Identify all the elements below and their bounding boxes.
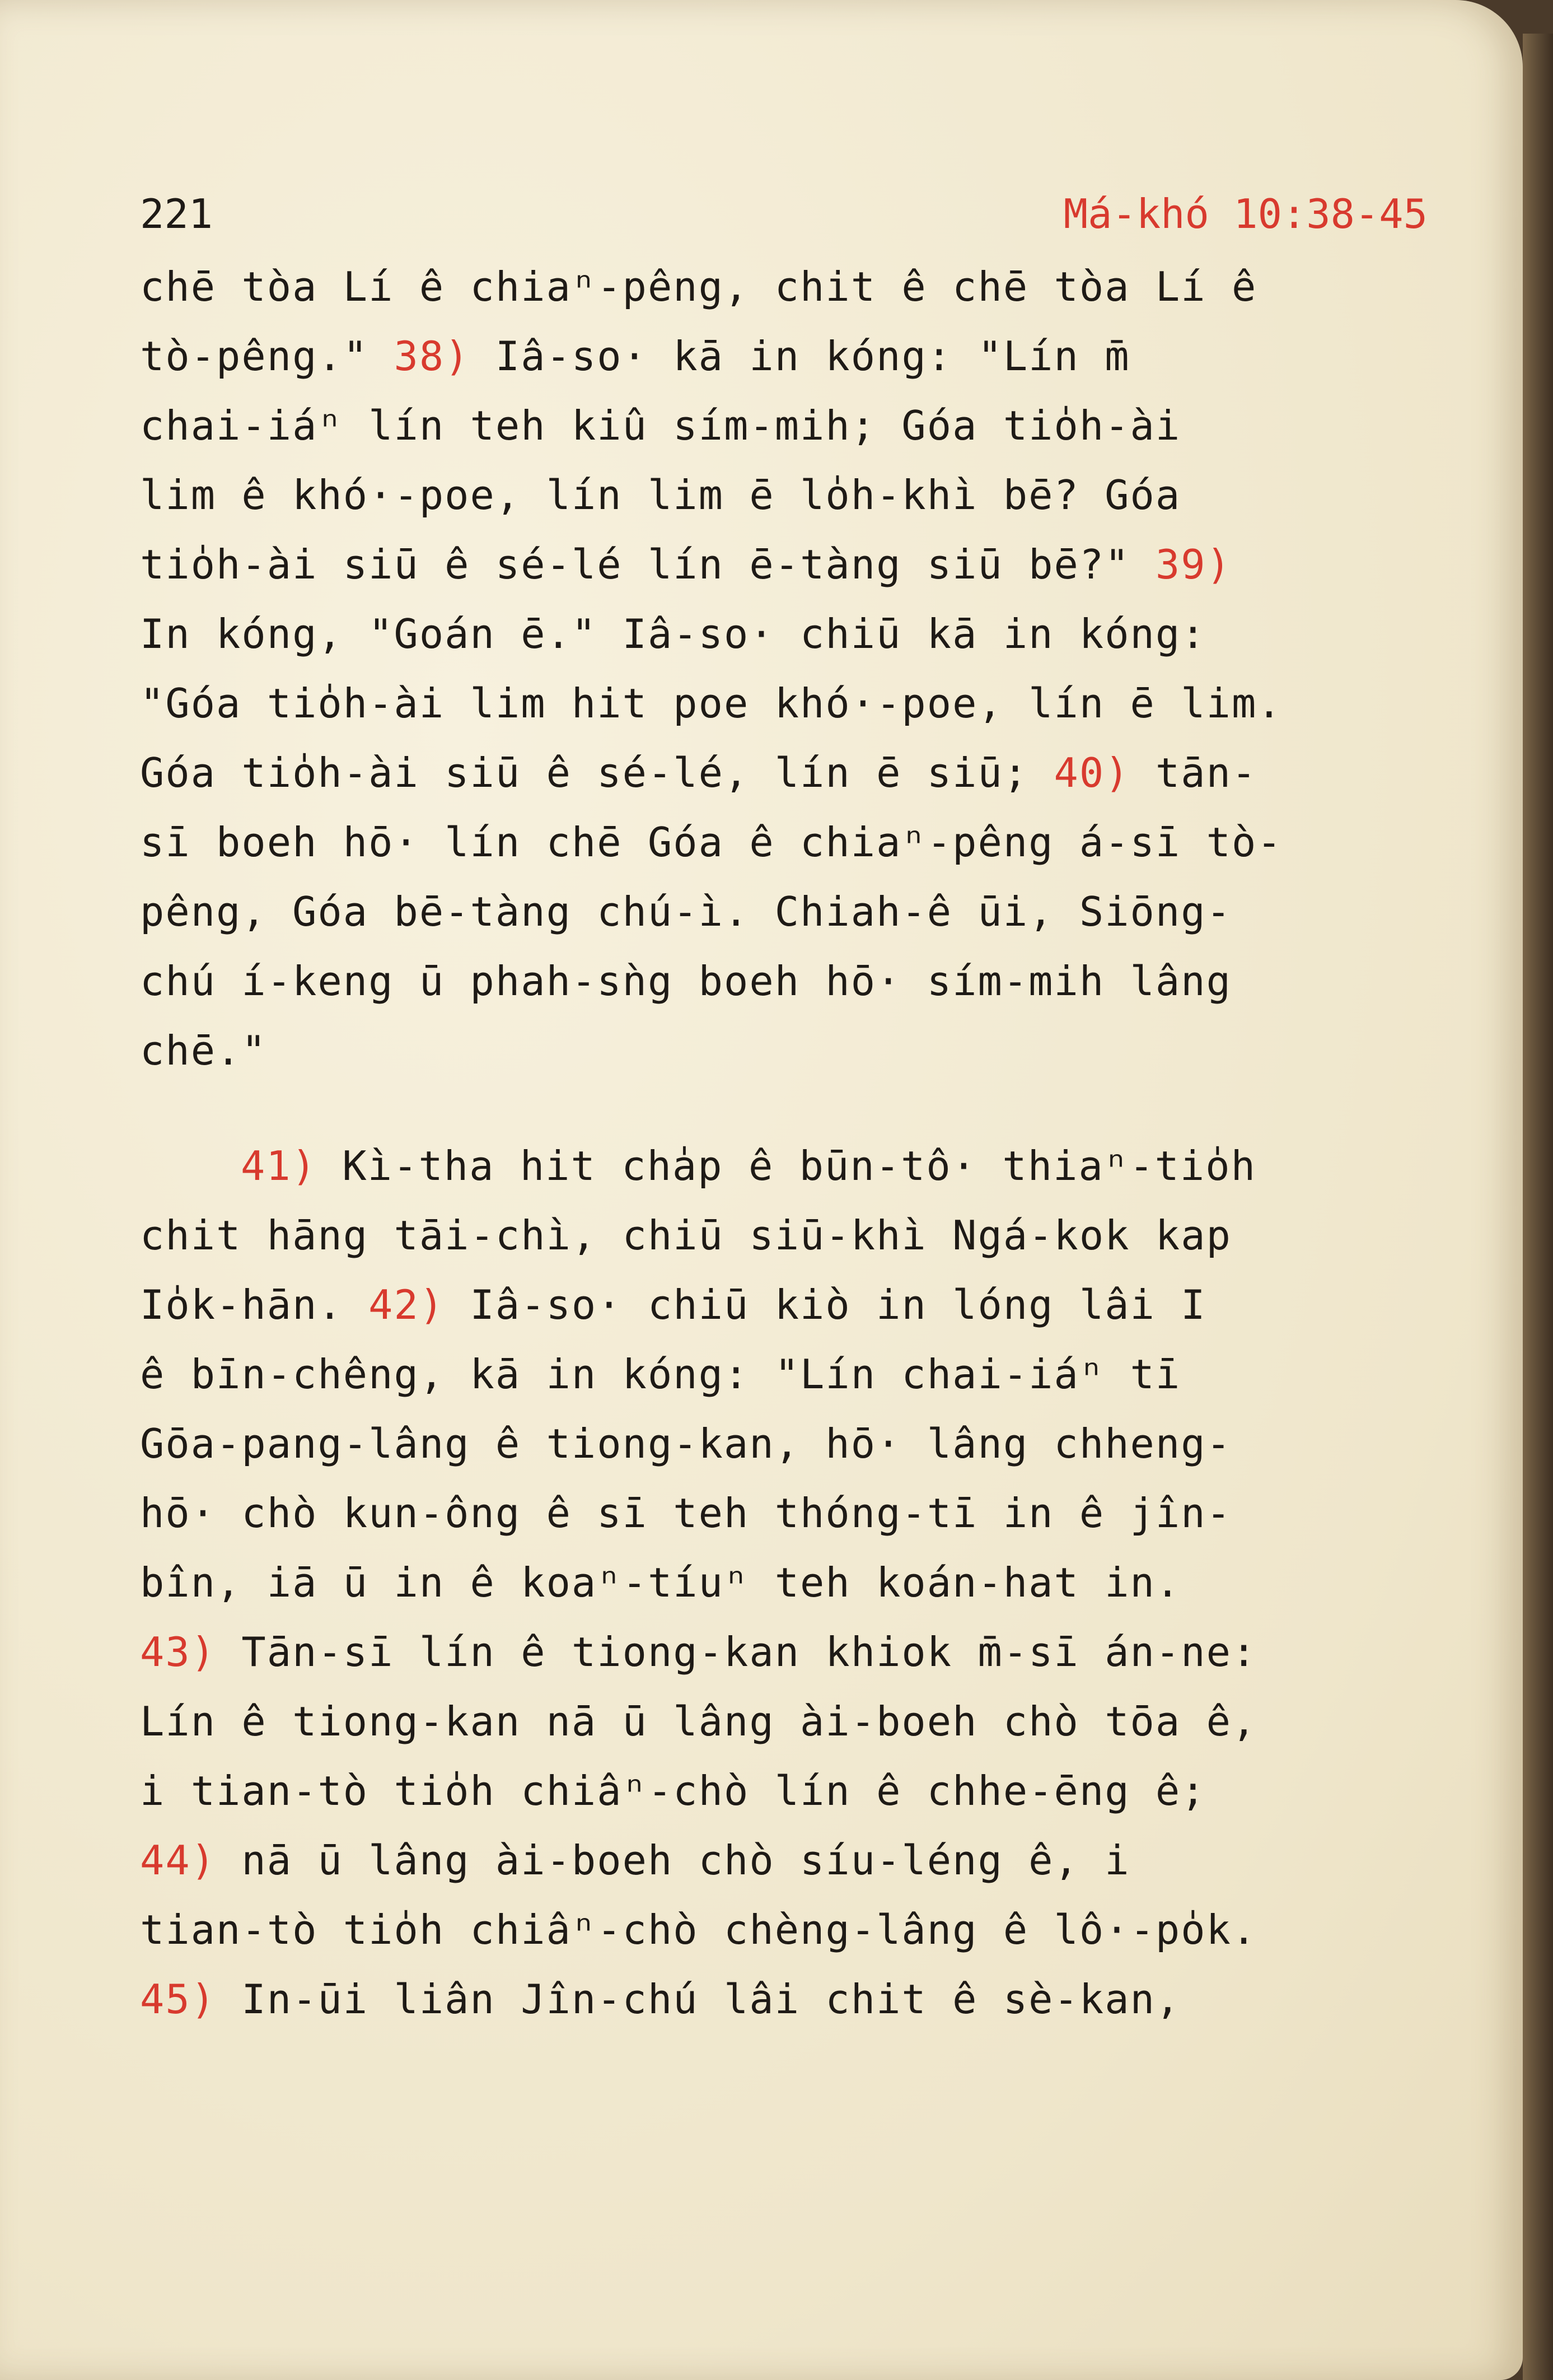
line-text: lim ê khó·-poe, lín lim ē lo̍h-khì bē? Góa	[140, 472, 1181, 519]
text-line	[140, 1478, 1428, 1548]
text-line	[140, 1409, 1428, 1478]
line-text: nā ū lâng ài-boeh chò síu-léng ê, i	[216, 1837, 1130, 1884]
verse-number-42: 42)	[368, 1281, 445, 1328]
line-text: Kì-tha hit cha̍p ê būn-tô· thiaⁿ-tio̍h	[317, 1142, 1256, 1189]
line-text: bîn, iā ū in ê koaⁿ-tíuⁿ teh koán-hat in.	[140, 1559, 1181, 1606]
text-line	[140, 1687, 1428, 1756]
text-line	[140, 738, 1428, 808]
line-text: tān-	[1130, 749, 1257, 796]
line-text: tò-pêng."	[140, 333, 394, 380]
verse-number-41: 41)	[241, 1142, 317, 1189]
text-line	[140, 1617, 1428, 1687]
text-line	[140, 1270, 1428, 1340]
verse-number-43: 43)	[140, 1628, 217, 1676]
text-line	[140, 1964, 1428, 2034]
verse-number-39: 39)	[1155, 541, 1232, 588]
line-text: Lín ê tiong-kan nā ū lâng ài-boeh chò tōa ê,	[140, 1698, 1257, 1745]
text-line	[140, 530, 1428, 599]
text-line	[140, 1016, 1428, 1085]
line-text: ê bīn-chêng, kā in kóng: "Lín chai-iáⁿ tī	[140, 1351, 1181, 1398]
text-line	[140, 252, 1428, 321]
line-text: "Góa tio̍h-ài lim hit poe khó·-poe, lín ē lim.	[140, 680, 1283, 727]
line-text: In-ūi liân Jîn-chú lâi chit ê sè-kan,	[216, 1976, 1181, 2023]
line-text: Iâ-so· kā in kóng: "Lín m̄	[470, 333, 1130, 380]
line-text: hō· chò kun-ông ê sī teh thóng-tī in ê jîn-	[140, 1490, 1232, 1537]
text-line	[140, 669, 1428, 738]
typewritten-text-block	[140, 190, 1428, 2034]
page-number: 221	[140, 190, 213, 237]
text-line	[140, 877, 1428, 946]
line-text: sī boeh hō· lín chē Góa ê chiaⁿ-pêng á-sī tò-	[140, 819, 1283, 866]
text-line	[140, 1131, 1428, 1201]
text-line	[140, 1340, 1428, 1409]
line-text: chú í-keng ū phah-sǹg boeh hō· sím-mih lâng	[140, 958, 1232, 1005]
line-text: chē tòa Lí ê chiaⁿ-pêng, chit ê chē tòa Lí ê	[140, 263, 1257, 310]
line-text: pêng, Góa bē-tàng chú-ì. Chiah-ê ūi, Siōng-	[140, 888, 1232, 935]
verse-number-45: 45)	[140, 1976, 217, 2023]
paragraph-verses-41-45	[140, 1131, 1428, 2034]
paragraph-gap	[140, 1085, 1428, 1131]
verse-number-38: 38)	[394, 333, 470, 380]
line-text: i tian-tò tio̍h chiâⁿ-chò lín ê chhe-ēng ê;	[140, 1767, 1206, 1814]
text-line	[140, 1826, 1428, 1895]
text-line	[140, 1201, 1428, 1270]
running-head: Má-khó 10:38-45	[1063, 190, 1428, 237]
line-text: chit hāng tāi-chì, chiū siū-khì Ngá-kok kap	[140, 1212, 1232, 1259]
page-header	[140, 190, 1428, 252]
line-text: tio̍h-ài siū ê sé-lé lín ē-tàng siū bē?"	[140, 541, 1156, 588]
line-text: chai-iáⁿ lín teh kiû sím-mih; Góa tio̍h-ài	[140, 402, 1181, 449]
page-edge	[1523, 34, 1553, 2380]
text-line	[140, 460, 1428, 530]
line-text: tian-tò tio̍h chiâⁿ-chò chèng-lâng ê lô·-po̍k.	[140, 1906, 1257, 1953]
text-line	[140, 599, 1428, 669]
text-line	[140, 391, 1428, 460]
verse-number-40: 40)	[1054, 749, 1130, 796]
paragraph-verses-38-40	[140, 252, 1428, 1085]
text-line	[140, 946, 1428, 1016]
line-text: Góa tio̍h-ài siū ê sé-lé, lín ē siū;	[140, 749, 1054, 796]
line-text: chē."	[140, 1027, 267, 1074]
text-line	[140, 1548, 1428, 1617]
text-line	[140, 808, 1428, 877]
line-text: Io̍k-hān.	[140, 1281, 369, 1328]
line-text: Tān-sī lín ê tiong-kan khiok m̄-sī án-ne:	[216, 1628, 1257, 1676]
line-text: Gōa-pang-lâng ê tiong-kan, hō· lâng chheng-	[140, 1420, 1232, 1467]
text-line	[140, 321, 1428, 391]
line-text: In kóng, "Goán ē." Iâ-so· chiū kā in kóng:	[140, 610, 1206, 657]
text-line	[140, 1895, 1428, 1964]
text-line	[140, 1756, 1428, 1826]
line-text: Iâ-so· chiū kiò in lóng lâi I	[445, 1281, 1206, 1328]
verse-number-44: 44)	[140, 1837, 217, 1884]
